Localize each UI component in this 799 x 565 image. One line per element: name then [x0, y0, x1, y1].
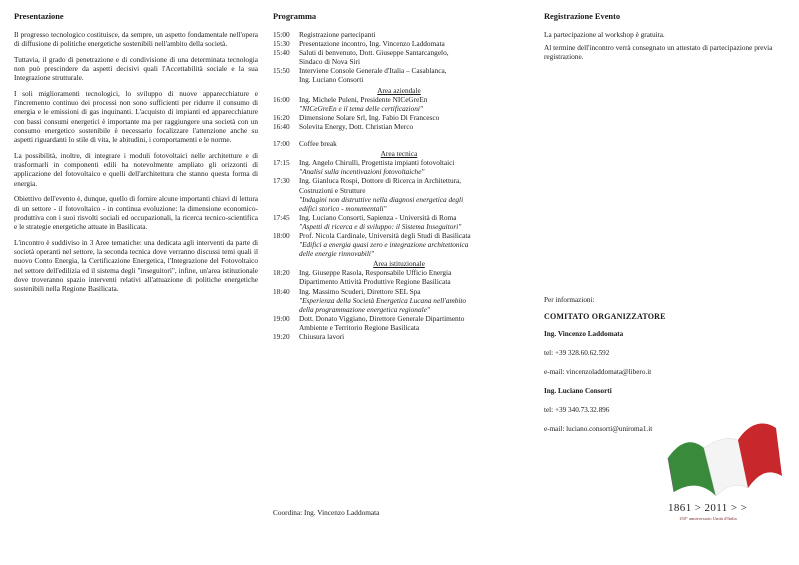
schedule-row [273, 95, 525, 104]
presentation-paragraph: L'incontro è suddiviso in 3 Aree tematiche: una dedicata agli interventi da parte di società operanti nel settore, la seconda tecnica dove verranno discussi temi quali il nuovo Conto Energia, la Certificazione Energetica, l'Integrazione del Fotovoltaico nel settore dell'edilizia ed il sistema degli "inseguitori", infine, un'area istituzionale dove troveranno spazio interventi relativi all'attuazione di politiche energetiche sostenibili nella Regione Basilicata. [14, 237, 258, 294]
programme-heading: Programma [273, 12, 317, 21]
schedule-row [273, 231, 525, 240]
schedule-desc: Coffee break [299, 139, 337, 149]
contact-name: Ing. Luciano Consorti [544, 387, 612, 395]
schedule-time: 17:30 [273, 176, 290, 186]
contact-phone: tel: +39 328.60.62.592 [544, 349, 610, 357]
area-aziendale-title: Area aziendale [377, 85, 421, 95]
schedule-time: 18:40 [273, 286, 290, 296]
schedule-row [273, 113, 525, 122]
presentation-paragraph: I soli miglioramenti tecnologici, lo sviluppo di nuove apparecchiature e l'incremento continuo dei processi non sono sufficienti per ridurre il consumo di energia e le emissioni di gas inquinanti. L'acquisto di impianti ed apparecchiature con bassi consumi energetici è importante ma per raggiungere una società con un consumo energetico sostenibile è necessario focalizzare l'attenzione anche su aspetti riguardanti lo stile di vita, le abitudini, i comportamenti e le norme. [14, 88, 258, 145]
schedule-row [273, 323, 525, 332]
schedule-row [273, 332, 525, 341]
programme-opening-block [273, 30, 525, 85]
schedule-time: 15:00 [273, 30, 290, 39]
schedule-desc: Ing. Angelo Chirulli, Progettista impianti fotovoltaici [299, 158, 455, 168]
schedule-time: 19:00 [273, 313, 290, 323]
schedule-desc: Ing. Luciano Consorti [299, 75, 364, 85]
talk-title: "Edifici a energia quasi zero e integrazione architettonica [299, 240, 469, 250]
coffee-break-row [273, 139, 525, 148]
schedule-row [273, 66, 525, 75]
presentation-heading: Presentazione [14, 12, 64, 21]
schedule-time [273, 57, 299, 66]
schedule-desc: Sindaco di Nova Siri [299, 57, 361, 67]
schedule-row [273, 57, 525, 66]
contact-email[interactable]: e-mail: vincenzoladdomata@libero.it [544, 368, 652, 376]
registration-line: La partecipazione al workshop è gratuita. [544, 30, 665, 39]
schedule-row [273, 314, 525, 323]
schedule-time [273, 323, 299, 332]
schedule-desc: Prof. Nicola Cardinale, Università degli Studi di Basilicata [299, 230, 471, 240]
schedule-row [273, 277, 525, 286]
contact-phone: tel: +39 340.73.32.896 [544, 406, 610, 414]
programme-column [273, 12, 525, 341]
schedule-desc: Presentazione incontro, Ing. Vincenzo Laddomata [299, 39, 445, 49]
registration-line: Al termine dell'incontro verrà consegnato un attestato di partecipazione previa registrazione. [544, 42, 773, 62]
info-label: Per informazioni: [544, 296, 595, 304]
committee-title: COMITATO ORGANIZZATORE [544, 312, 666, 321]
schedule-desc: Costruzioni e Strutture [299, 185, 366, 195]
schedule-row [273, 287, 525, 296]
presentation-paragraph: Il progresso tecnologico costituisce, da sempre, un aspetto fondamentale nell'opera di diffusione di politiche energetiche sostenibili nell'ambito della società. [14, 30, 258, 49]
schedule-time: 15:30 [273, 39, 290, 49]
presentation-paragraph: Tuttavia, il grado di penetrazione e di condivisione di una determinata tecnologia non può prescindere da aspetti decisivi quali l'Accettabilità sociale e la sua Integrazione strutturale. [14, 54, 258, 83]
schedule-row [273, 39, 525, 48]
schedule-time: 15:40 [273, 48, 290, 58]
schedule-time [273, 277, 299, 286]
talk-title: "Aspetti di ricerca e di sviluppo: il Sistema Inseguitori" [299, 221, 462, 231]
presentation-paragraph: La possibilità, inoltre, di integrare i moduli fotovoltaici nelle architetture e di trasformarli in componenti edili ha notevolmente ampliato gli orizzonti di applicazione del fotovoltaico e quelli dell'architettura che stanno questa forma di energia. [14, 150, 258, 188]
schedule-time: 17:45 [273, 212, 290, 222]
schedule-row [273, 268, 525, 277]
registration-heading: Registrazione Evento [544, 12, 621, 21]
schedule-time: 19:20 [273, 332, 290, 341]
schedule-time: 15:50 [273, 66, 290, 76]
talk-title: "Indagini non distruttive nella diagnosi energetica degli [299, 194, 464, 204]
talk-title: delle energie rinnovabili" [299, 249, 374, 259]
talk-title: "NICeGreEn e il tema delle certificazioni" [299, 103, 423, 113]
schedule-row [273, 186, 525, 195]
schedule-desc: Ing. Michele Puleni, Presidente NICeGreEn [299, 94, 428, 104]
schedule-desc: Chiusura lavori [299, 332, 345, 341]
schedule-row [273, 158, 525, 167]
schedule-time [273, 75, 299, 84]
talk-title: della programmazione energetica regionale" [299, 304, 430, 314]
schedule-row [273, 75, 525, 84]
schedule-desc: Registrazione partecipanti [299, 30, 376, 39]
talk-title: "Analisi sulla incentivazioni fotovoltaiche" [299, 167, 425, 177]
schedule-desc: Ing. Luciano Consorti, Sapienza - Università di Roma [299, 212, 457, 222]
coordination-text: Coordina: Ing. Vincenzo Laddomata [273, 508, 380, 517]
talk-title: "Esperienza della Società Energetica Lucana nell'ambito [299, 295, 467, 305]
schedule-desc: Dott. Donato Viggiano, Direttore Generale Dipartimento [299, 313, 465, 323]
presentation-paragraph: Obiettivo dell'evento è, dunque, quello di fornire alcune importanti chiavi di lettura di un settore - il fotovoltaico - in continua evoluzione: la dimensione economico-produttiva con i suoi risvolti sociali ed occupazionali, la ricerca tecnico-scientifica e le strategie energetiche attuate in Basilicata. [14, 194, 258, 232]
schedule-time: 16:20 [273, 112, 290, 122]
area-tecnica-list [273, 158, 525, 258]
area-istituzionale-list [273, 268, 525, 341]
schedule-desc: Ing. Giuseppe Rasola, Responsabile Ufficio Energia [299, 268, 452, 278]
presentation-column [14, 12, 258, 300]
schedule-time [273, 186, 299, 195]
schedule-row [273, 48, 525, 57]
schedule-time: 18:20 [273, 268, 290, 278]
area-istituzionale-title: Area istituzionale [373, 259, 425, 269]
schedule-row [273, 30, 525, 39]
schedule-desc: Ing. Massimo Scuderi, Direttore SEL Spa [299, 286, 421, 296]
talk-title: edifici storico - monumentali" [299, 203, 387, 213]
area-tecnica-title: Area tecnica [380, 149, 418, 159]
anniversary-dates: 1861 > 2011 > > [668, 502, 748, 514]
schedule-time: 17:00 [273, 139, 290, 149]
schedule-desc: Ing. Gianluca Rospi, Dottore di Ricerca in Architettura, [299, 176, 462, 186]
registration-column [544, 12, 788, 65]
schedule-time: 16:40 [273, 121, 290, 131]
schedule-row [273, 176, 525, 185]
contact-email[interactable]: e-mail: luciano.consorti@uniroma1.it [544, 425, 653, 433]
schedule-row [273, 122, 525, 131]
schedule-time: 18:00 [273, 230, 290, 240]
italian-flag-logo [664, 418, 788, 502]
schedule-desc: Dimensione Solare Srl, Ing. Fabio Di Francesco [299, 112, 440, 122]
schedule-desc: Saluti di benvenuto, Dott. Giuseppe Santarcangelo, [299, 48, 449, 58]
area-aziendale-list [273, 95, 525, 131]
schedule-time: 16:00 [273, 94, 290, 104]
schedule-desc: Interviene Console Generale d'Italia – Casablanca, [299, 66, 447, 76]
schedule-desc: Solevita Energy, Dott. Christian Merco [299, 121, 414, 131]
schedule-time: 17:15 [273, 158, 290, 168]
schedule-desc: Ambiente e Territorio Regione Basilicata [299, 322, 420, 332]
schedule-desc: Dipartimento Attività Produttive Regione Basilicata [299, 277, 451, 287]
schedule-row [273, 213, 525, 222]
anniversary-caption: 150° anniversario Unità d'Italia [679, 516, 737, 521]
contact-name: Ing. Vincenzo Laddomata [544, 330, 624, 338]
